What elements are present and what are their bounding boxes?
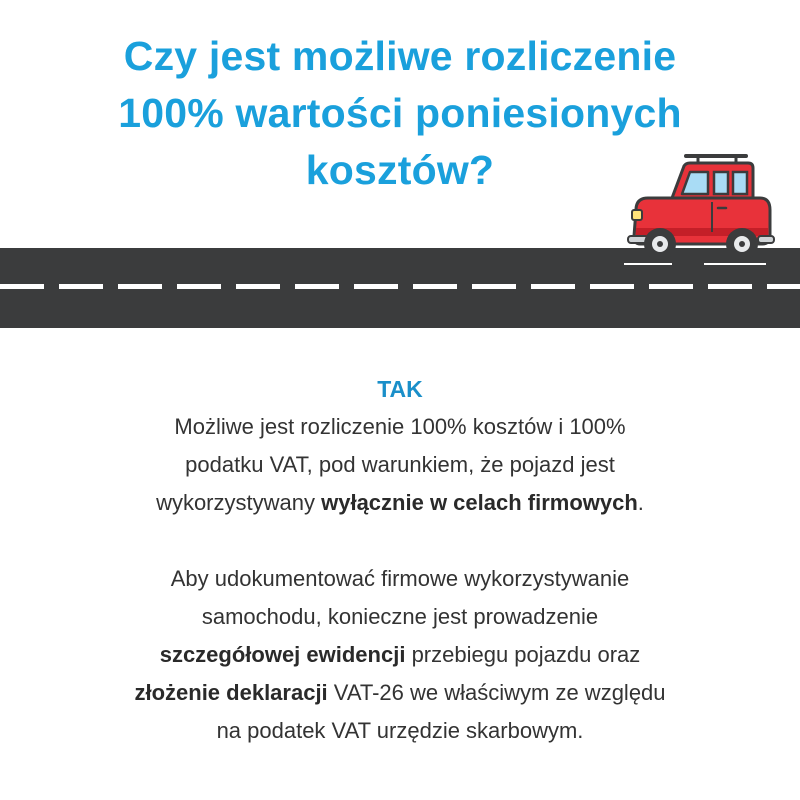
answer-label: TAK (377, 376, 423, 402)
title-line-1: Czy jest możliwe rozliczenie (123, 33, 677, 79)
answer-section (60, 370, 740, 750)
paragraph-2-text-1: Aby udokumentować firmowe wykorzystywanie (170, 566, 630, 591)
paragraph-conditions (60, 408, 740, 522)
paragraph-1-text-3: wykorzystywany (156, 490, 322, 515)
road-lane-markings (0, 284, 800, 289)
paragraph-2-text-2: samochodu, konieczne jest prowadzenie (201, 604, 599, 629)
paragraph-2-text-5: na podatek VAT urzędzie skarbowym. (216, 718, 584, 743)
paragraph-1-bold-1: wyłącznie w celach firmowych (321, 490, 638, 515)
title-line-3: kosztów? (305, 147, 495, 193)
paragraph-documentation (60, 560, 740, 750)
title-line-2: 100% wartości poniesionych (118, 90, 682, 136)
paragraph-1-text-4: . (637, 490, 644, 515)
paragraph-1-text-2: podatku VAT, pod warunkiem, że pojazd jest (185, 452, 615, 477)
paragraph-2-bold-1: szczegółowej ewidencji (159, 642, 406, 667)
paragraph-1-text-1: Możliwe jest rozliczenie 100% kosztów i 100% (174, 414, 626, 439)
red-car-icon (620, 148, 780, 270)
paragraph-2-bold-2: złożenie deklaracji (134, 680, 328, 705)
paragraph-2-text-4: VAT-26 we właściwym ze względu (327, 680, 666, 705)
paragraph-2-text-3: przebiegu pojazdu oraz (405, 642, 641, 667)
